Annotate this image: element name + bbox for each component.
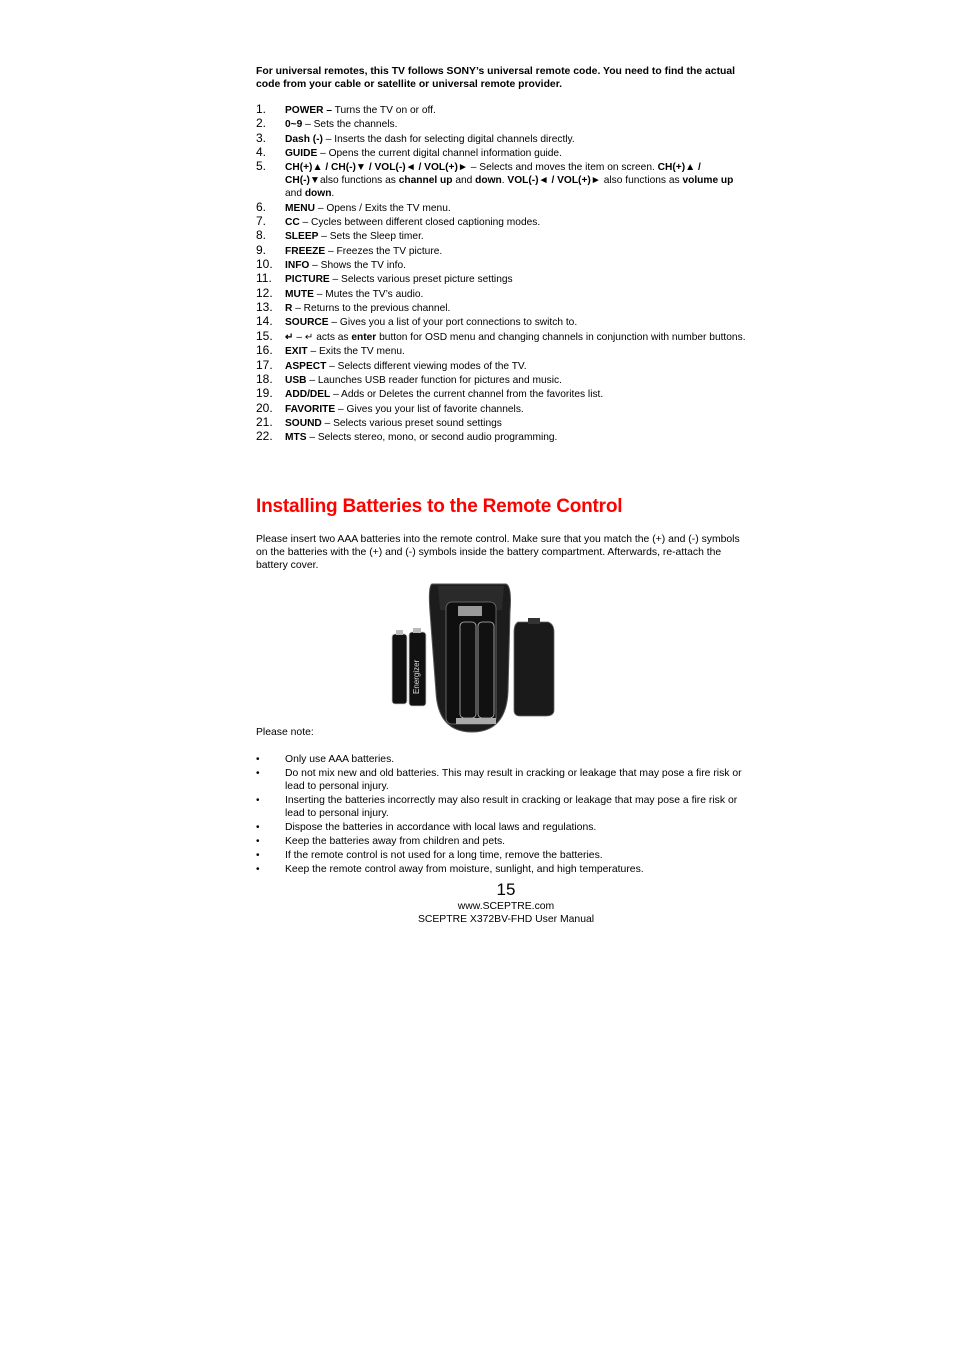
key-description: – Gives you your list of favorite channels. <box>335 403 524 415</box>
note-text: If the remote control is not used for a long time, remove the batteries. <box>285 850 603 861</box>
list-item <box>256 794 748 820</box>
key-description-part: . <box>501 175 508 187</box>
key-name: CC <box>285 217 300 229</box>
key-list-item <box>256 147 748 160</box>
key-description-part: and <box>452 175 476 187</box>
list-item <box>256 849 748 862</box>
list-number: 6. <box>256 199 267 214</box>
list-number: 13. <box>256 300 273 315</box>
key-list-item <box>256 242 748 258</box>
key-description: – Adds or Deletes the current channel from the favorites list. <box>330 389 604 401</box>
note-text: Dispose the batteries in accordance with local laws and regulations. <box>285 822 597 833</box>
list-number: 15. <box>256 328 273 343</box>
key-description: – Selects and moves the item on screen. <box>467 162 658 174</box>
battery-cover <box>514 622 554 716</box>
key-name: MUTE <box>285 288 314 300</box>
key-description-part: volume up <box>682 175 734 187</box>
key-description-part: enter <box>351 331 377 343</box>
page-number: 15 <box>496 880 516 899</box>
key-list-item <box>256 431 748 444</box>
key-description-part: button for OSD menu and changing channels in conjunction with number buttons. <box>376 331 746 343</box>
remote-battery-photo <box>388 582 556 734</box>
key-description: – ↵ acts as <box>293 331 352 343</box>
key-name: MENU <box>285 202 315 214</box>
list-item <box>256 821 748 834</box>
list-number: 5. <box>256 159 267 174</box>
key-description-part: down <box>304 188 332 200</box>
key-description: – Exits the TV menu. <box>307 346 405 358</box>
key-list-item <box>256 161 748 200</box>
key-name: R <box>285 303 293 315</box>
key-description: – Opens the current digital channel information guide. <box>317 148 562 160</box>
website-link: www.SCEPTRE.com <box>457 901 555 912</box>
list-number: 18. <box>256 371 273 386</box>
key-description-part: also functions as <box>600 175 683 187</box>
list-number: 19. <box>256 386 273 401</box>
key-description-part: also functions as <box>319 175 399 187</box>
key-description: – Sets the Sleep timer. <box>318 231 424 243</box>
key-description: – Launches USB reader function for pictures and music. <box>306 374 562 386</box>
manual-title: SCEPTRE X372BV-FHD User Manual <box>417 914 595 925</box>
key-name: CH(+)▲ / CH(-)▼ / VOL(-)◄ / VOL(+)► <box>285 162 468 174</box>
key-description-part: down <box>475 175 502 187</box>
universal-remote-note: For universal remotes, this TV follows SONY’s universal remote code. You need to find the actual code from your cable or satellite or universal remote provider. <box>256 66 736 90</box>
key-list-item <box>256 130 748 146</box>
key-list-item <box>256 302 748 315</box>
key-name: FREEZE <box>285 245 326 257</box>
bullet-icon: • <box>256 768 260 779</box>
note-text: Only use AAA batteries. <box>285 754 395 765</box>
battery-instructions: Please insert two AAA batteries into the remote control. Make sure that you match the (+) and (-) symbols on the batteries with the (+) and (-) symbols inside the battery compartment. Afterwards, re-attach the battery cover. <box>256 534 740 571</box>
note-text: Keep the batteries away from children and pets. <box>285 836 506 847</box>
list-item <box>256 753 748 766</box>
key-name: USB <box>285 374 307 386</box>
note-label: Please note: <box>256 727 314 738</box>
note-text: Do not mix new and old batteries. This may result in cracking or leakage that may pose a fire risk or lead to personal injury. <box>285 768 742 792</box>
bullet-icon: • <box>256 850 260 861</box>
bullet-icon: • <box>256 836 260 847</box>
key-list-item <box>256 357 748 373</box>
key-list-item <box>256 285 748 301</box>
bullet-icon: • <box>256 795 260 806</box>
key-name: ASPECT <box>285 360 327 372</box>
key-name: ADD/DEL <box>285 389 331 401</box>
page-footer <box>256 880 756 926</box>
key-name: EXIT <box>285 346 308 358</box>
key-list-item <box>256 104 748 117</box>
list-number: 10. <box>256 257 273 272</box>
key-name: PICTURE <box>285 274 330 286</box>
list-number: 7. <box>256 214 267 229</box>
remote-key-list <box>256 104 748 446</box>
key-description: – Mutes the TV’s audio. <box>313 288 424 300</box>
key-name: Dash (-) <box>285 133 323 145</box>
key-list-item <box>256 400 748 416</box>
list-number: 12. <box>256 285 273 300</box>
key-name: SLEEP <box>285 231 319 243</box>
list-number: 20. <box>256 400 273 415</box>
key-name: POWER – <box>285 105 332 116</box>
key-description-part: and <box>285 188 305 200</box>
bullet-icon: • <box>256 822 260 833</box>
key-list-item <box>256 118 748 131</box>
section-title: Installing Batteries to the Remote Control <box>256 496 623 517</box>
list-number: 8. <box>256 228 267 243</box>
key-description: – Shows the TV info. <box>309 260 406 272</box>
list-number: 17. <box>256 357 273 372</box>
key-description-part: CH(+)▲ / CH(-)▼ <box>285 162 701 187</box>
key-name: MTS <box>285 432 307 444</box>
list-number: 11. <box>256 271 272 286</box>
key-description: – Gives you a list of your port connections to switch to. <box>328 317 578 329</box>
key-list-item <box>256 316 748 329</box>
key-list-item <box>256 230 748 243</box>
list-item <box>256 835 748 848</box>
key-list-item <box>256 388 748 401</box>
list-number: 2. <box>256 116 267 131</box>
key-name: FAVORITE <box>285 403 336 415</box>
list-number: 16. <box>256 343 273 358</box>
battery-icon <box>392 628 426 706</box>
key-description: – Returns to the previous channel. <box>292 303 451 315</box>
key-description: – Selects various preset picture settings <box>329 274 513 286</box>
key-name: INFO <box>285 260 310 272</box>
list-number: 9. <box>256 242 267 257</box>
note-text: Inserting the batteries incorrectly may also result in cracking or leakage that may pose a fire risk or lead to personal injury. <box>285 795 738 819</box>
key-list-item <box>256 216 748 229</box>
key-name: ↵ <box>285 331 294 343</box>
key-name: SOURCE <box>285 317 329 329</box>
list-number: 4. <box>256 145 267 160</box>
key-name: SOUND <box>285 417 322 429</box>
key-description: – Cycles between different closed captioning modes. <box>299 217 541 229</box>
key-description: Turns the TV on or off. <box>331 105 436 116</box>
key-list-item <box>256 371 748 387</box>
key-description: – Opens / Exits the TV menu. <box>315 202 451 214</box>
key-description-part: VOL(-)◄ / VOL(+)► <box>507 175 601 187</box>
key-list-item <box>256 273 748 286</box>
key-description: – Freezes the TV picture. <box>325 245 443 257</box>
key-list-item <box>256 345 748 358</box>
bullet-icon: • <box>256 864 260 875</box>
key-description-part: channel up <box>398 175 453 187</box>
bullet-icon: • <box>256 754 260 765</box>
list-number: 3. <box>256 130 267 145</box>
key-description-part: . <box>331 188 335 200</box>
key-description: – Selects various preset sound settings <box>321 417 502 429</box>
key-description: – Inserts the dash for selecting digital channels directly. <box>322 133 575 145</box>
key-name: 0~9 <box>285 119 303 131</box>
battery-notes-list <box>256 753 748 877</box>
key-description: – Selects stereo, mono, or second audio programming. <box>306 432 558 444</box>
note-text: Keep the remote control away from moisture, sunlight, and high temperatures. <box>285 864 644 875</box>
key-name: GUIDE <box>285 148 318 160</box>
list-item <box>256 767 748 793</box>
battery-brand-label: Energizer <box>412 659 421 694</box>
key-list-item <box>256 199 748 215</box>
list-number: 21. <box>256 414 273 429</box>
key-description: – Sets the channels. <box>302 119 398 131</box>
list-number: 22. <box>256 429 273 444</box>
list-item <box>256 863 748 876</box>
list-number: 14. <box>256 314 273 329</box>
key-list-item <box>256 259 748 272</box>
key-description: – Selects different viewing modes of the TV. <box>326 360 527 372</box>
key-list-item <box>256 414 748 430</box>
key-list-item <box>256 328 748 344</box>
list-number: 1. <box>256 102 267 116</box>
